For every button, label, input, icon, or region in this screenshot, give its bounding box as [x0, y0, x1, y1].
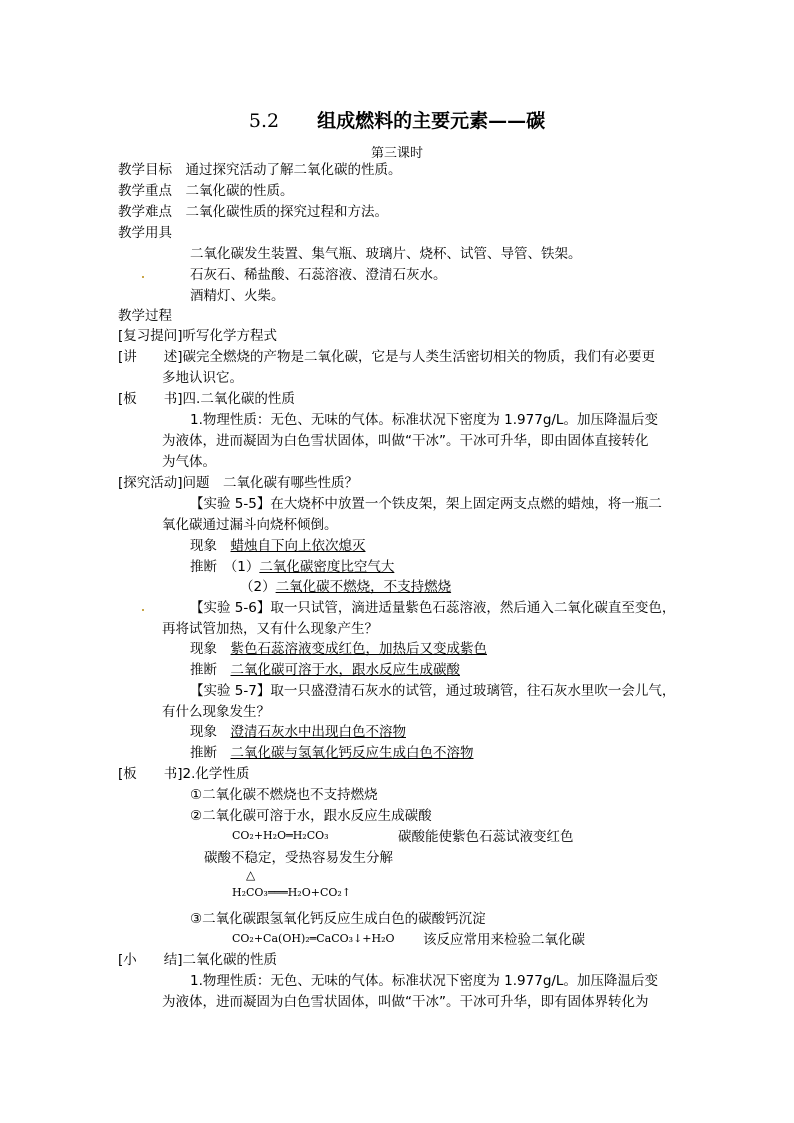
teaching-process-heading: 教学过程: [118, 308, 172, 324]
tools-line-1: 二氧化碳发生装置、集气瓶、玻璃片、烧杯、试管、导管、铁架。: [190, 246, 582, 262]
observation-2: [190, 639, 487, 659]
observation-text: 蜡烛自下向上依次熄灭: [230, 538, 366, 554]
review-question: [复习提问]听写化学方程式: [118, 328, 278, 344]
observation-label: 现象: [190, 641, 217, 657]
heat-condition-symbol: △: [246, 868, 256, 882]
inference-label: 推断: [190, 662, 217, 678]
equation-1-note: 碳酸能使紫色石蕊试液变红色: [398, 829, 574, 845]
inference-text: 二氧化碳可溶于水，跟水反应生成碳酸: [230, 662, 460, 678]
stray-dot: [142, 609, 144, 611]
inference-index: （2）: [240, 579, 276, 595]
teaching-tools-heading: 教学用具: [118, 225, 172, 241]
inference-text: 二氧化碳密度比空气大: [259, 559, 395, 575]
experiment-5-5-line-1: 【实验 5-5】在大烧杯中放置一个铁皮架，架上固定两支点燃的蜡烛，将一瓶二: [190, 496, 662, 512]
inference-1a: [190, 557, 394, 577]
summary-heading: [小 结]二氧化碳的性质: [118, 952, 278, 968]
experiment-5-5-line-2: 氧化碳通过漏斗向烧杯倾倒。: [162, 517, 338, 533]
lesson-subtitle: 第三课时: [370, 146, 423, 161]
inference-label: 推断: [190, 745, 217, 761]
carbonic-acid-unstable: 碳酸不稳定，受热容易发生分解: [204, 850, 393, 866]
experiment-5-6-line-1: 【实验 5-6】取一只试管，滴进适量紫色石蕊溶液，然后通入二氧化碳直至变色，: [190, 600, 676, 616]
teaching-goal: 教学目标 通过探究活动了解二氧化碳的性质。: [118, 162, 402, 178]
equation-3: CO₂+Ca(OH)₂═CaCO₃↓+H₂O: [232, 932, 395, 945]
section-number: 5.2: [248, 110, 280, 132]
observation-text: 紫色石蕊溶液变成红色，加热后又变成紫色: [230, 641, 487, 657]
experiment-5-7-line-1: 【实验 5-7】取一只盛澄清石灰水的试管，通过玻璃管，往石灰水里吹一会儿气，: [190, 683, 676, 699]
stray-dot: [142, 276, 144, 278]
chemical-property-2: ②二氧化碳可溶于水，跟水反应生成碳酸: [190, 808, 432, 824]
inference-text: 二氧化碳不燃烧，不支持燃烧: [275, 579, 452, 595]
inference-1b: [240, 577, 451, 597]
experiment-5-7-line-2: 有什么现象发生？: [162, 704, 270, 720]
equation-3-note: 该反应常用来检验二氧化碳: [423, 932, 585, 948]
summary-line-1: 1.物理性质：无色、无味的气体。标准状况下密度为 1.977g/L。加压降温后变: [190, 973, 658, 989]
observation-1: [190, 536, 366, 556]
inference-label: 推断: [190, 559, 217, 575]
observation-label: 现象: [190, 724, 217, 740]
equation-1: CO₂+H₂O═H₂CO₃: [232, 829, 329, 842]
summary-line-2: 为液体，进而凝固为白色雪状固体，叫做“干冰”。干冰可升华，即有固体界转化为: [162, 994, 649, 1010]
inference-text: 二氧化碳与氢氧化钙反应生成白色不溶物: [230, 745, 474, 761]
physical-property-line-3: 为气体。: [162, 454, 216, 470]
experiment-5-6-line-2: 再将试管加热，又有什么现象产生？: [162, 621, 378, 637]
explore-activity: [探究活动]问题 二氧化碳有哪些性质？: [118, 475, 359, 491]
physical-property-line-1: 1.物理性质：无色、无味的气体。标准状况下密度为 1.977g/L。加压降温后变: [190, 412, 658, 428]
chemical-property-1: ①二氧化碳不燃烧也不支持燃烧: [190, 787, 378, 803]
title-text: 组成燃料的主要元素——碳: [317, 110, 546, 132]
equation-2: H₂CO₃═══H₂O+CO₂↑: [232, 886, 352, 899]
observation-text: 澄清石灰水中出现白色不溶物: [230, 724, 406, 740]
teaching-key-point: 教学重点 二氧化碳的性质。: [118, 183, 294, 199]
observation-label: 现象: [190, 538, 217, 554]
inference-index: （1）: [230, 559, 260, 575]
chemical-property-3: ③二氧化碳跟氢氧化钙反应生成白色的碳酸钙沉淀: [190, 911, 486, 927]
tools-line-2: 石灰石、稀盐酸、石蕊溶液、澄清石灰水。: [190, 267, 447, 283]
lecture-line-2: 多地认识它。: [162, 370, 243, 386]
physical-property-line-2: 为液体，进而凝固为白色雪状固体，叫做“干冰”。干冰可升华，即由固体直接转化: [162, 433, 649, 449]
tools-line-3: 酒精灯、火柴。: [190, 288, 285, 304]
observation-3: [190, 722, 406, 742]
board-heading-2: [板 书]2.化学性质: [118, 766, 250, 782]
lecture-line-1: [讲 述]碳完全燃烧的产物是二氧化碳，它是与人类生活密切相关的物质，我们有必要更: [118, 349, 656, 365]
inference-2: [190, 660, 460, 680]
page-title: [0, 106, 794, 133]
board-heading-1: [板 书]四.二氧化碳的性质: [118, 391, 295, 407]
teaching-difficulty: 教学难点 二氧化碳性质的探究过程和方法。: [118, 204, 388, 220]
inference-3: [190, 743, 474, 763]
